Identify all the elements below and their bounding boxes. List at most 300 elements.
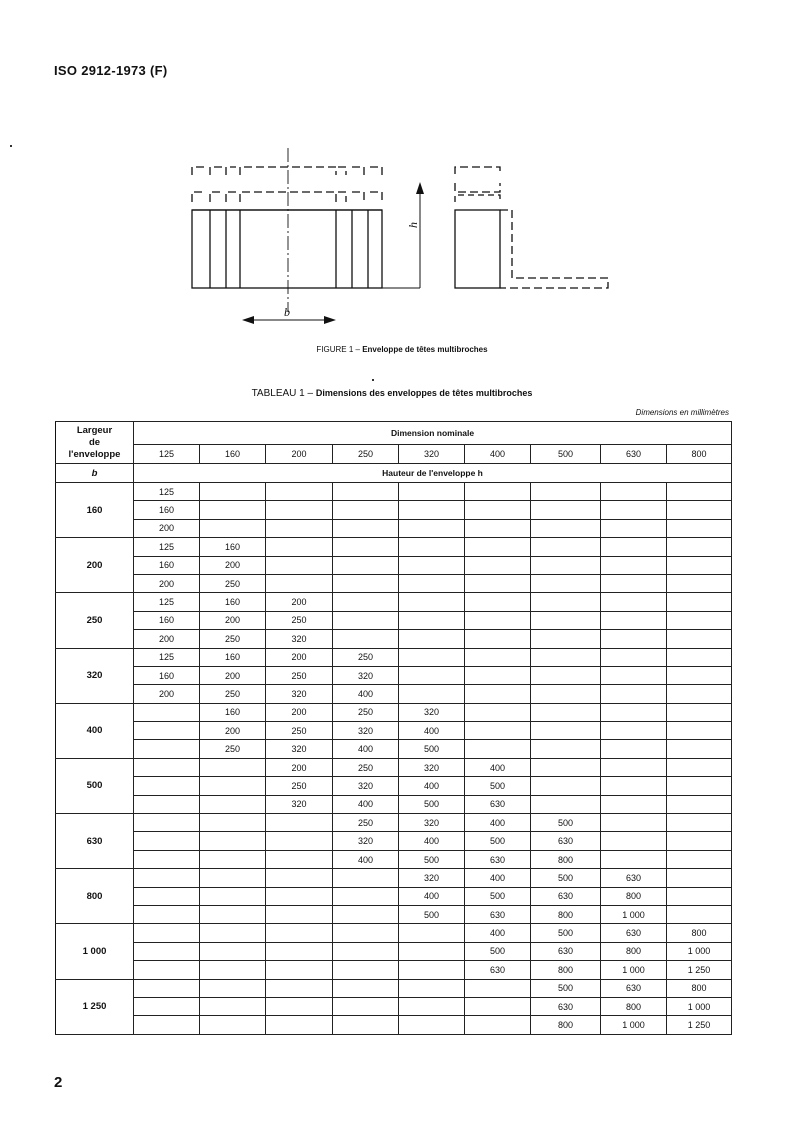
height-value-cell bbox=[667, 722, 732, 740]
height-value-cell: 630 bbox=[531, 887, 601, 905]
height-value-cell bbox=[266, 979, 333, 997]
col-header-width-line1: Largeur bbox=[76, 424, 113, 436]
height-value-cell bbox=[667, 593, 732, 611]
height-value-cell bbox=[134, 905, 200, 923]
height-value-cell bbox=[266, 483, 333, 501]
height-value-cell: 200 bbox=[200, 556, 266, 574]
height-value-cell bbox=[200, 832, 266, 850]
height-value-cell: 200 bbox=[266, 593, 333, 611]
height-value-cell bbox=[200, 869, 266, 887]
stray-mark-small bbox=[372, 379, 374, 381]
height-value-cell bbox=[399, 501, 465, 519]
height-value-cell bbox=[333, 611, 399, 629]
table-row bbox=[56, 777, 732, 795]
height-value-cell bbox=[200, 519, 266, 537]
height-value-cell bbox=[399, 961, 465, 979]
height-value-cell: 160 bbox=[200, 538, 266, 556]
height-value-cell bbox=[667, 519, 732, 537]
height-value-cell bbox=[200, 924, 266, 942]
height-value-cell: 400 bbox=[333, 685, 399, 703]
height-value-cell bbox=[333, 887, 399, 905]
height-value-cell bbox=[465, 666, 531, 684]
height-value-cell bbox=[333, 519, 399, 537]
height-value-cell bbox=[667, 538, 732, 556]
height-value-cell: 500 bbox=[531, 814, 601, 832]
height-value-cell bbox=[266, 961, 333, 979]
height-value-cell bbox=[200, 795, 266, 813]
height-value-cell bbox=[601, 556, 667, 574]
height-value-cell bbox=[667, 556, 732, 574]
height-value-cell bbox=[333, 483, 399, 501]
height-value-cell bbox=[134, 777, 200, 795]
width-group bbox=[56, 814, 732, 869]
height-value-cell bbox=[667, 703, 732, 721]
height-value-cell: 800 bbox=[667, 979, 732, 997]
height-value-cell: 320 bbox=[266, 685, 333, 703]
units-note: Dimensions en millimètres bbox=[635, 408, 729, 417]
height-value-cell bbox=[134, 869, 200, 887]
height-value-cell bbox=[601, 483, 667, 501]
height-value-cell: 630 bbox=[465, 905, 531, 923]
figure-caption bbox=[0, 345, 804, 354]
height-value-cell: 500 bbox=[399, 740, 465, 758]
table-row bbox=[56, 850, 732, 868]
height-value-cell bbox=[333, 942, 399, 960]
height-value-cell bbox=[134, 795, 200, 813]
width-group bbox=[56, 593, 732, 648]
height-value-cell: 160 bbox=[134, 611, 200, 629]
height-value-cell bbox=[399, 997, 465, 1015]
height-value-cell bbox=[465, 519, 531, 537]
height-value-cell bbox=[667, 887, 732, 905]
height-value-cell: 500 bbox=[465, 942, 531, 960]
height-value-cell bbox=[134, 758, 200, 776]
table-row bbox=[56, 611, 732, 629]
height-value-cell bbox=[601, 574, 667, 592]
nominal-value-cell: 320 bbox=[399, 445, 465, 464]
height-value-cell: 400 bbox=[399, 832, 465, 850]
height-value-cell bbox=[465, 979, 531, 997]
height-value-cell bbox=[601, 758, 667, 776]
height-value-cell: 500 bbox=[465, 887, 531, 905]
height-value-cell bbox=[200, 961, 266, 979]
height-value-cell bbox=[667, 832, 732, 850]
height-value-cell bbox=[200, 979, 266, 997]
width-group bbox=[56, 483, 732, 538]
height-value-cell bbox=[531, 483, 601, 501]
height-value-cell: 500 bbox=[399, 905, 465, 923]
height-value-cell: 800 bbox=[667, 924, 732, 942]
height-value-cell: 160 bbox=[200, 593, 266, 611]
nominal-values-row bbox=[56, 445, 732, 464]
height-value-cell bbox=[667, 905, 732, 923]
height-value-cell: 1 000 bbox=[601, 961, 667, 979]
height-value-cell bbox=[399, 611, 465, 629]
height-value-cell bbox=[531, 648, 601, 666]
document-header: ISO 2912-1973 (F) bbox=[54, 63, 168, 78]
height-value-cell: 630 bbox=[531, 997, 601, 1015]
height-value-cell: 250 bbox=[200, 574, 266, 592]
height-value-cell bbox=[601, 611, 667, 629]
width-group bbox=[56, 869, 732, 924]
height-value-cell bbox=[399, 574, 465, 592]
height-value-cell bbox=[134, 722, 200, 740]
height-value-cell: 400 bbox=[399, 777, 465, 795]
solid-outlines bbox=[192, 210, 382, 288]
height-value-cell bbox=[200, 887, 266, 905]
height-value-cell bbox=[531, 666, 601, 684]
col-header-width bbox=[56, 422, 134, 464]
height-value-cell bbox=[531, 722, 601, 740]
height-value-cell bbox=[399, 685, 465, 703]
height-value-cell bbox=[134, 924, 200, 942]
height-value-cell bbox=[601, 593, 667, 611]
width-group bbox=[56, 538, 732, 593]
height-value-cell: 200 bbox=[200, 611, 266, 629]
table-row bbox=[56, 519, 732, 537]
height-value-cell bbox=[465, 611, 531, 629]
height-value-cell: 800 bbox=[531, 961, 601, 979]
height-value-cell: 630 bbox=[531, 942, 601, 960]
table-row bbox=[56, 942, 732, 960]
height-value-cell: 1 000 bbox=[667, 942, 732, 960]
height-value-cell bbox=[465, 630, 531, 648]
table-row bbox=[56, 648, 732, 666]
height-value-cell bbox=[333, 630, 399, 648]
height-value-cell: 160 bbox=[134, 666, 200, 684]
height-value-cell bbox=[601, 703, 667, 721]
height-value-cell bbox=[200, 777, 266, 795]
height-value-cell bbox=[531, 593, 601, 611]
height-value-cell bbox=[465, 722, 531, 740]
nominal-value-cell: 400 bbox=[465, 445, 531, 464]
dashed-outlines bbox=[192, 167, 382, 202]
height-value-cell: 160 bbox=[200, 703, 266, 721]
height-value-cell: 500 bbox=[531, 979, 601, 997]
height-value-cell: 1 000 bbox=[601, 905, 667, 923]
height-value-cell bbox=[333, 924, 399, 942]
height-value-cell bbox=[399, 593, 465, 611]
height-value-cell bbox=[601, 740, 667, 758]
height-value-cell bbox=[601, 519, 667, 537]
height-value-cell: 800 bbox=[531, 905, 601, 923]
height-value-cell bbox=[266, 997, 333, 1015]
height-value-cell: 320 bbox=[399, 869, 465, 887]
height-value-cell bbox=[531, 556, 601, 574]
height-value-cell bbox=[333, 997, 399, 1015]
height-value-cell bbox=[266, 832, 333, 850]
height-value-cell: 320 bbox=[399, 814, 465, 832]
height-value-cell bbox=[333, 979, 399, 997]
height-value-cell: 125 bbox=[134, 483, 200, 501]
height-value-cell bbox=[134, 703, 200, 721]
width-value-cell: 320 bbox=[56, 648, 134, 703]
height-value-cell bbox=[333, 869, 399, 887]
height-value-cell bbox=[266, 814, 333, 832]
height-value-cell bbox=[465, 538, 531, 556]
height-value-cell: 500 bbox=[399, 850, 465, 868]
height-value-cell: 320 bbox=[333, 832, 399, 850]
height-value-cell bbox=[465, 501, 531, 519]
height-value-cell: 400 bbox=[465, 924, 531, 942]
height-value-cell bbox=[531, 501, 601, 519]
height-value-cell bbox=[465, 685, 531, 703]
nominal-value-cell: 630 bbox=[601, 445, 667, 464]
height-value-cell bbox=[531, 538, 601, 556]
height-value-cell bbox=[333, 593, 399, 611]
height-value-cell: 250 bbox=[200, 740, 266, 758]
height-value-cell bbox=[531, 758, 601, 776]
height-value-cell: 500 bbox=[465, 777, 531, 795]
height-value-cell bbox=[134, 850, 200, 868]
height-value-cell: 1 000 bbox=[667, 997, 732, 1015]
height-value-cell: 400 bbox=[333, 850, 399, 868]
height-value-cell: 800 bbox=[601, 997, 667, 1015]
height-value-cell: 320 bbox=[333, 666, 399, 684]
height-value-cell bbox=[531, 685, 601, 703]
table-row bbox=[56, 869, 732, 887]
height-value-cell bbox=[667, 777, 732, 795]
col-header-width-symbol: b bbox=[56, 464, 134, 483]
height-value-cell: 250 bbox=[200, 685, 266, 703]
page-number: 2 bbox=[54, 1074, 63, 1091]
table-row bbox=[56, 740, 732, 758]
height-value-cell bbox=[531, 519, 601, 537]
height-value-cell: 320 bbox=[333, 722, 399, 740]
height-value-cell bbox=[465, 648, 531, 666]
table-row bbox=[56, 666, 732, 684]
height-value-cell bbox=[134, 814, 200, 832]
height-value-cell: 500 bbox=[465, 832, 531, 850]
height-value-cell: 200 bbox=[266, 703, 333, 721]
width-value-cell: 800 bbox=[56, 869, 134, 924]
width-group bbox=[56, 924, 732, 979]
height-value-cell bbox=[200, 814, 266, 832]
height-value-cell bbox=[333, 538, 399, 556]
height-value-cell: 400 bbox=[465, 758, 531, 776]
height-value-cell bbox=[667, 685, 732, 703]
height-value-cell bbox=[266, 850, 333, 868]
height-value-cell bbox=[399, 666, 465, 684]
height-value-cell: 320 bbox=[399, 703, 465, 721]
height-value-cell bbox=[667, 483, 732, 501]
table-row bbox=[56, 924, 732, 942]
width-value-cell: 400 bbox=[56, 703, 134, 758]
height-value-cell: 1 250 bbox=[667, 961, 732, 979]
height-value-cell bbox=[399, 924, 465, 942]
height-value-cell bbox=[399, 648, 465, 666]
height-value-cell bbox=[134, 740, 200, 758]
height-value-cell bbox=[667, 850, 732, 868]
height-value-cell bbox=[601, 777, 667, 795]
height-value-cell bbox=[200, 758, 266, 776]
width-value-cell: 500 bbox=[56, 758, 134, 813]
height-value-cell bbox=[667, 611, 732, 629]
height-value-cell bbox=[667, 574, 732, 592]
height-value-cell bbox=[465, 703, 531, 721]
height-value-cell: 630 bbox=[531, 832, 601, 850]
figure-caption-prefix: FIGURE 1 – bbox=[316, 345, 363, 354]
height-value-cell bbox=[667, 814, 732, 832]
height-value-cell: 160 bbox=[200, 648, 266, 666]
height-value-cell: 630 bbox=[465, 961, 531, 979]
height-value-cell: 200 bbox=[134, 574, 200, 592]
height-value-cell bbox=[200, 483, 266, 501]
height-value-cell: 630 bbox=[601, 869, 667, 887]
height-value-cell bbox=[333, 501, 399, 519]
height-value-cell bbox=[601, 850, 667, 868]
height-value-cell bbox=[465, 556, 531, 574]
height-value-cell bbox=[266, 574, 333, 592]
height-value-cell bbox=[601, 795, 667, 813]
height-value-cell: 200 bbox=[134, 630, 200, 648]
height-value-cell bbox=[667, 666, 732, 684]
height-value-cell bbox=[667, 648, 732, 666]
height-value-cell bbox=[601, 666, 667, 684]
height-value-cell bbox=[266, 556, 333, 574]
height-value-cell bbox=[667, 501, 732, 519]
height-value-cell: 500 bbox=[531, 924, 601, 942]
height-value-cell: 320 bbox=[333, 777, 399, 795]
height-value-cell: 400 bbox=[333, 740, 399, 758]
table-row bbox=[56, 961, 732, 979]
height-value-cell bbox=[465, 483, 531, 501]
table-caption-prefix: TABLEAU 1 – bbox=[251, 388, 316, 399]
height-value-cell bbox=[399, 979, 465, 997]
height-value-cell bbox=[266, 869, 333, 887]
height-value-cell bbox=[531, 777, 601, 795]
width-group bbox=[56, 648, 732, 703]
height-value-cell: 800 bbox=[531, 1016, 601, 1034]
width-group bbox=[56, 979, 732, 1034]
width-value-cell: 1 250 bbox=[56, 979, 134, 1034]
dimensions-table bbox=[55, 421, 732, 1035]
height-value-cell bbox=[601, 501, 667, 519]
table-row bbox=[56, 556, 732, 574]
height-value-cell: 160 bbox=[134, 556, 200, 574]
height-value-cell: 200 bbox=[266, 758, 333, 776]
height-value-cell: 200 bbox=[200, 722, 266, 740]
height-value-cell bbox=[531, 611, 601, 629]
table-caption-title: Dimensions des enveloppes de têtes multibroches bbox=[315, 388, 533, 398]
nominal-value-cell: 800 bbox=[667, 445, 732, 464]
height-value-cell bbox=[134, 997, 200, 1015]
height-value-cell: 200 bbox=[134, 685, 200, 703]
nominal-dimension-header: Dimension nominale bbox=[134, 422, 732, 445]
height-value-cell bbox=[531, 795, 601, 813]
table-row bbox=[56, 483, 732, 501]
table-row bbox=[56, 630, 732, 648]
height-value-cell: 400 bbox=[465, 869, 531, 887]
table-row bbox=[56, 887, 732, 905]
height-value-cell: 400 bbox=[465, 814, 531, 832]
height-value-cell: 200 bbox=[134, 519, 200, 537]
height-value-cell bbox=[134, 942, 200, 960]
height-value-cell bbox=[134, 979, 200, 997]
height-value-cell bbox=[333, 556, 399, 574]
height-value-cell: 400 bbox=[399, 722, 465, 740]
nominal-value-cell: 250 bbox=[333, 445, 399, 464]
height-value-cell bbox=[601, 538, 667, 556]
nominal-value-cell: 500 bbox=[531, 445, 601, 464]
height-value-cell bbox=[200, 905, 266, 923]
height-value-cell: 125 bbox=[134, 593, 200, 611]
height-value-cell bbox=[134, 961, 200, 979]
height-value-cell bbox=[200, 942, 266, 960]
figure-envelope-drawing bbox=[180, 140, 620, 335]
height-value-cell: 160 bbox=[134, 501, 200, 519]
height-value-cell bbox=[465, 593, 531, 611]
table-row bbox=[56, 997, 732, 1015]
height-value-cell bbox=[667, 740, 732, 758]
height-value-cell: 630 bbox=[465, 795, 531, 813]
nominal-value-cell: 125 bbox=[134, 445, 200, 464]
width-value-cell: 630 bbox=[56, 814, 134, 869]
table-row bbox=[56, 501, 732, 519]
table-row bbox=[56, 574, 732, 592]
width-group bbox=[56, 758, 732, 813]
height-value-cell bbox=[465, 1016, 531, 1034]
height-value-cell: 800 bbox=[531, 850, 601, 868]
height-value-cell bbox=[200, 1016, 266, 1034]
height-value-cell bbox=[465, 740, 531, 758]
height-value-cell: 320 bbox=[266, 795, 333, 813]
height-value-cell bbox=[266, 519, 333, 537]
height-value-cell bbox=[266, 501, 333, 519]
height-value-cell bbox=[134, 887, 200, 905]
height-value-cell bbox=[266, 538, 333, 556]
height-value-cell: 250 bbox=[333, 703, 399, 721]
height-value-cell: 250 bbox=[266, 722, 333, 740]
height-value-cell: 500 bbox=[399, 795, 465, 813]
height-value-cell: 400 bbox=[333, 795, 399, 813]
height-value-cell bbox=[200, 997, 266, 1015]
height-value-cell bbox=[333, 961, 399, 979]
height-value-cell: 125 bbox=[134, 648, 200, 666]
width-value-cell: 160 bbox=[56, 483, 134, 538]
height-value-cell bbox=[531, 703, 601, 721]
height-value-cell: 320 bbox=[266, 630, 333, 648]
table-row bbox=[56, 722, 732, 740]
height-value-cell: 250 bbox=[333, 648, 399, 666]
height-value-cell bbox=[399, 1016, 465, 1034]
width-value-cell: 250 bbox=[56, 593, 134, 648]
height-value-cell bbox=[601, 722, 667, 740]
height-value-cell bbox=[333, 574, 399, 592]
height-value-cell bbox=[531, 740, 601, 758]
height-value-cell: 200 bbox=[266, 648, 333, 666]
height-value-cell bbox=[399, 556, 465, 574]
height-value-cell bbox=[667, 758, 732, 776]
height-value-cell: 500 bbox=[531, 869, 601, 887]
height-value-cell: 250 bbox=[266, 777, 333, 795]
height-value-cell bbox=[531, 630, 601, 648]
height-value-cell: 320 bbox=[266, 740, 333, 758]
height-value-cell bbox=[667, 630, 732, 648]
height-value-cell bbox=[200, 850, 266, 868]
height-value-cell bbox=[266, 887, 333, 905]
height-value-cell: 250 bbox=[266, 666, 333, 684]
height-header: Hauteur de l'enveloppe h bbox=[134, 464, 732, 483]
height-value-cell: 125 bbox=[134, 538, 200, 556]
height-value-cell bbox=[399, 630, 465, 648]
col-header-width-line3: l'enveloppe bbox=[68, 448, 121, 460]
label-b: b bbox=[284, 305, 290, 319]
table-row bbox=[56, 538, 732, 556]
height-value-cell: 630 bbox=[465, 850, 531, 868]
stray-mark bbox=[10, 145, 12, 147]
table-row bbox=[56, 905, 732, 923]
